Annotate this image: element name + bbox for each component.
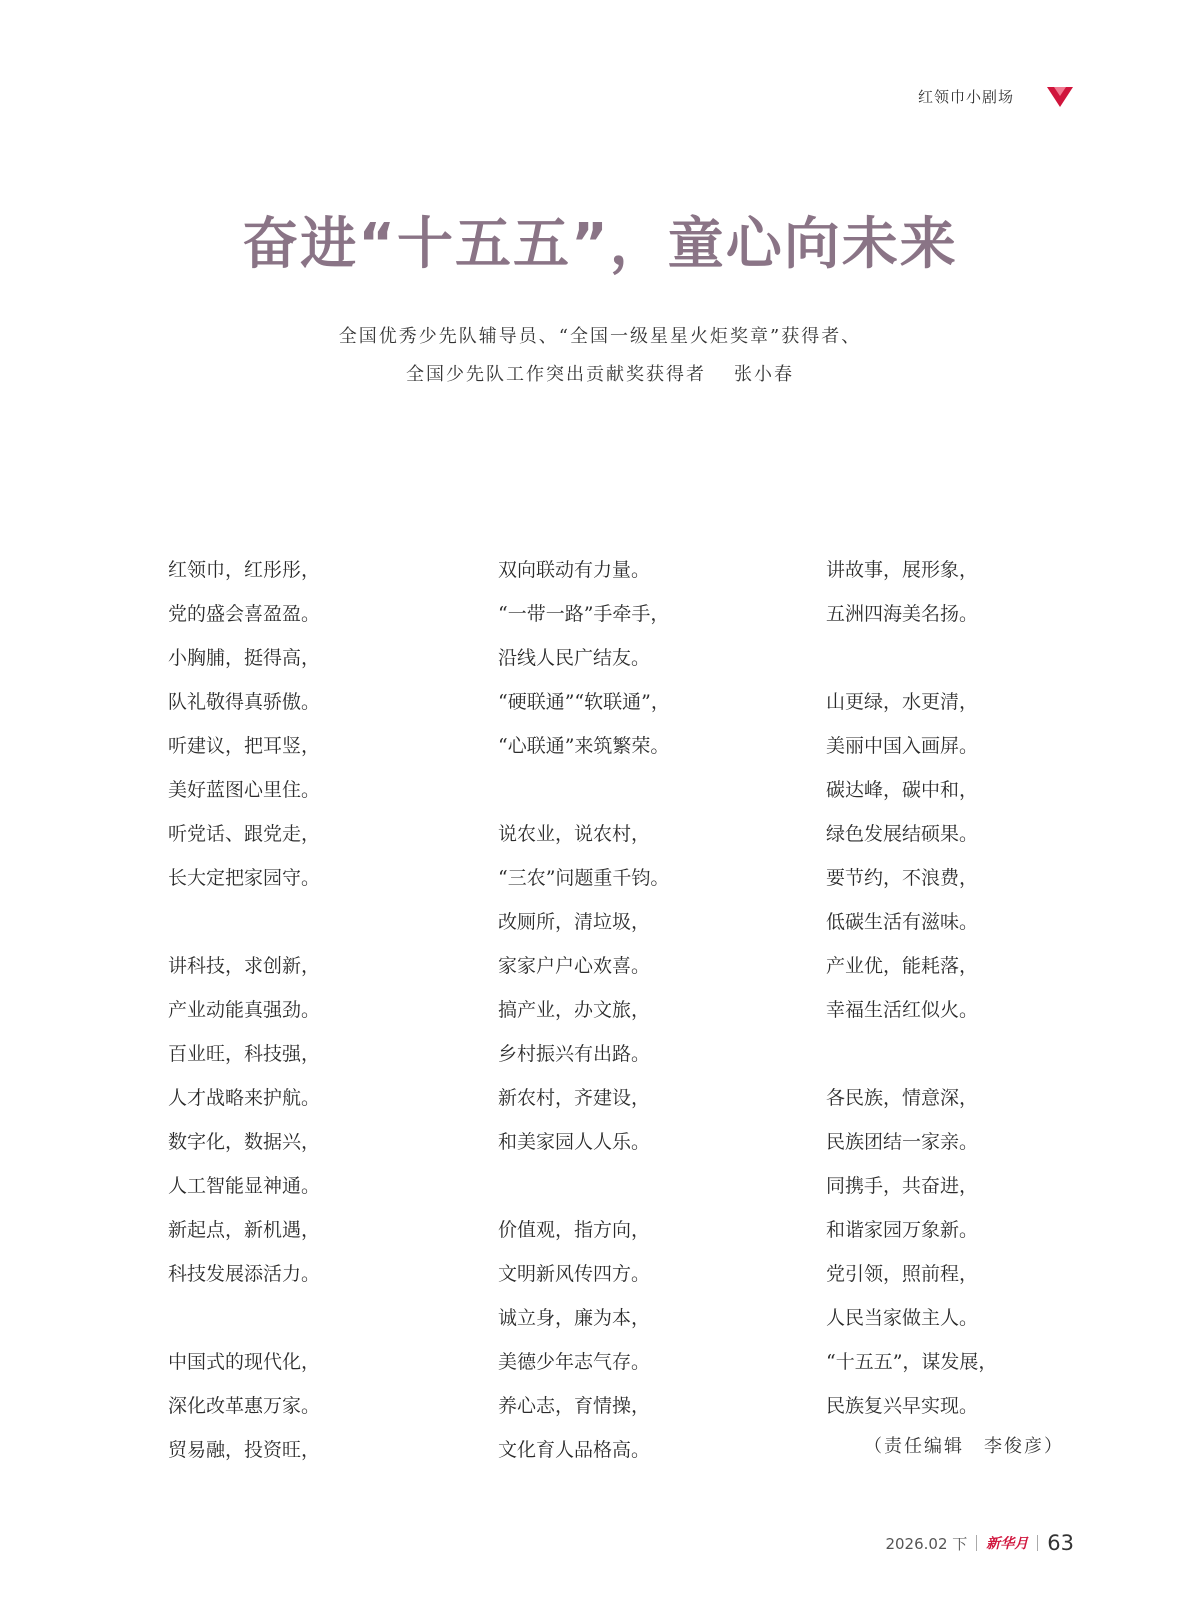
poem-line [826, 1032, 1126, 1076]
poem-line: 数字化，数据兴， [168, 1131, 321, 1153]
poem-line: “十五五”，谋发展， [826, 1351, 998, 1373]
poem-line: 中国式的现代化， [168, 1351, 321, 1373]
poem-line: 美德少年志气存。 [498, 1351, 651, 1373]
poem-line: 和美家园人人乐。 [498, 1131, 651, 1153]
poem-line: 党引领，照前程， [826, 1263, 979, 1285]
poem-line: “三农”问题重千钧。 [498, 867, 670, 889]
poem-line: “一带一路”手牵手， [498, 603, 670, 625]
poem-line: 价值观，指方向， [498, 1219, 651, 1241]
poem-line: 产业优，能耗落， [826, 955, 979, 977]
poem-column-3 [826, 548, 1126, 1428]
editor-credit: （责任编辑 李俊彦） [864, 1436, 1064, 1457]
poem-line: 要节约，不浪费， [826, 867, 979, 889]
poem-line: 人民当家做主人。 [826, 1307, 979, 1329]
article-title: 奋进“十五五”，童心向未来 [242, 212, 958, 277]
poem-line: 讲科技，求创新， [168, 955, 321, 977]
poem-line: 绿色发展结硕果。 [826, 823, 979, 845]
poem-line: 新起点，新机遇， [168, 1219, 321, 1241]
poem-line [168, 1296, 468, 1340]
magazine-logo: 新华月 [986, 1536, 1029, 1552]
poem-line: 深化改革惠万家。 [168, 1395, 321, 1417]
author-name: 张小春 [734, 364, 794, 385]
poem-line: 党的盛会喜盈盈。 [168, 603, 321, 625]
poem-line: 和谐家园万象新。 [826, 1219, 979, 1241]
byline-line-1: 全国优秀少先队辅导员、“全国一级星星火炬奖章”获得者、 [338, 326, 862, 347]
poem-line: 诚立身，廉为本， [498, 1307, 651, 1329]
poem-line: 百业旺，科技强， [168, 1043, 321, 1065]
poem-line: 贸易融，投资旺， [168, 1439, 321, 1461]
poem-line: 民族复兴早实现。 [826, 1395, 979, 1417]
poem-line: 科技发展添活力。 [168, 1263, 321, 1285]
red-triangle-icon [1047, 87, 1073, 107]
section-label: 红领巾小剧场 [917, 88, 1014, 106]
poem-column-2 [498, 548, 798, 1472]
issue-date: 2026.02 下 [885, 1534, 968, 1553]
poem-line: 文化育人品格高。 [498, 1439, 651, 1461]
poem-line: 人才战略来护航。 [168, 1087, 321, 1109]
poem-line: 小胸脯，挺得高， [168, 647, 321, 669]
poem-line: 改厕所，清垃圾， [498, 911, 651, 933]
poem-line [498, 1164, 798, 1208]
poem-line: 乡村振兴有出路。 [498, 1043, 651, 1065]
poem-line: 沿线人民广结友。 [498, 647, 651, 669]
page-number: 63 [1047, 1531, 1074, 1555]
poem-line: 美丽中国入画屏。 [826, 735, 979, 757]
poem-line: 队礼敬得真骄傲。 [168, 691, 321, 713]
poem-line: 文明新风传四方。 [498, 1263, 651, 1285]
poem-line: 长大定把家园守。 [168, 867, 321, 889]
poem-line: 说农业，说农村， [498, 823, 651, 845]
poem-line: “心联通”来筑繁荣。 [498, 735, 670, 757]
poem-line: 同携手，共奋进， [826, 1175, 979, 1197]
poem-line [168, 900, 468, 944]
poem-line: 人工智能显神通。 [168, 1175, 321, 1197]
poem-line: 山更绿，水更清， [826, 691, 979, 713]
poem-line: 美好蓝图心里住。 [168, 779, 321, 801]
poem-column-1 [168, 548, 468, 1472]
poem-line: 低碳生活有滋味。 [826, 911, 979, 933]
poem-line: 家家户户心欢喜。 [498, 955, 651, 977]
poem-line: 红领巾，红彤彤， [168, 559, 321, 581]
footer-divider [1037, 1535, 1038, 1551]
poem-line: 搞产业，办文旅， [498, 999, 651, 1021]
poem-line: “硬联通”“软联通”， [498, 691, 670, 713]
page-footer [885, 1531, 1074, 1555]
poem-line: 碳达峰，碳中和， [826, 779, 979, 801]
poem-line: 听建议，把耳竖， [168, 735, 321, 757]
poem-line [826, 636, 1126, 680]
poem-line: 民族团结一家亲。 [826, 1131, 979, 1153]
poem-line: 双向联动有力量。 [498, 559, 651, 581]
poem-line: 五洲四海美名扬。 [826, 603, 979, 625]
byline [0, 318, 1200, 394]
byline-line-2: 全国少先队工作突出贡献奖获得者 [406, 364, 706, 385]
poem-line: 各民族，情意深， [826, 1087, 979, 1109]
poem-line: 养心志，育情操， [498, 1395, 651, 1417]
poem-line: 讲故事，展形象， [826, 559, 979, 581]
poem-line [498, 768, 798, 812]
poem-line: 幸福生活红似火。 [826, 999, 979, 1021]
poem-line: 听党话、跟党走， [168, 823, 321, 845]
footer-divider [976, 1535, 977, 1551]
poem-line: 产业动能真强劲。 [168, 999, 321, 1021]
poem-line: 新农村，齐建设， [498, 1087, 651, 1109]
